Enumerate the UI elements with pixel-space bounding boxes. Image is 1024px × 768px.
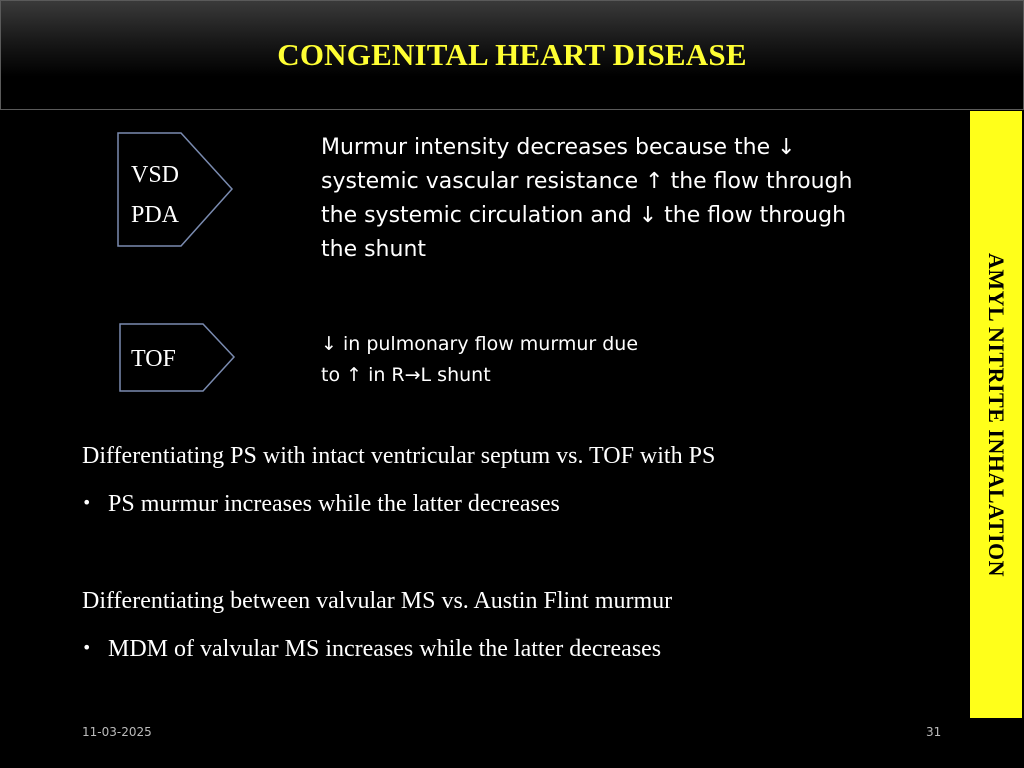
vsd-pda-description-line: the systemic circulation and ↓ the flow through bbox=[321, 203, 847, 228]
tof-description-line: ↓ in pulmonary flow murmur due bbox=[321, 333, 639, 355]
side-banner-label: AMYL NITRITE INHALATION bbox=[984, 252, 1009, 577]
slide-title: CONGENITAL HEART DISEASE bbox=[277, 37, 747, 72]
bullet-icon: • bbox=[82, 493, 92, 512]
bullet-ps-murmur bbox=[82, 491, 560, 518]
slide-header bbox=[0, 0, 1024, 110]
footer-date: 11-03-2025 bbox=[82, 725, 152, 739]
slide-number: 31 bbox=[926, 725, 942, 739]
tof-label: TOF bbox=[131, 346, 176, 372]
vsd-pda-description-line: the shunt bbox=[321, 237, 427, 262]
tof-description-line: to ↑ in R→L shunt bbox=[321, 364, 491, 386]
bullet-text: MDM of valvular MS increases while the latter decreases bbox=[108, 636, 662, 662]
vsd-pda-description-line: systemic vascular resistance ↑ the flow through bbox=[321, 169, 853, 194]
bullet-mdm-valvular-ms bbox=[82, 636, 661, 663]
section-heading-ps-vs-tof: Differentiating PS with intact ventricular septum vs. TOF with PS bbox=[82, 443, 716, 469]
vsd-pda-description-line: Murmur intensity decreases because the ↓ bbox=[321, 135, 796, 160]
vsd-label: VSD bbox=[131, 162, 180, 188]
tof-pentagon-shape bbox=[119, 323, 237, 393]
tof-description bbox=[321, 329, 741, 391]
vsd-pda-pentagon-shape bbox=[117, 132, 235, 248]
section-heading-ms-vs-austin-flint: Differentiating between valvular MS vs. Austin Flint murmur bbox=[82, 588, 673, 614]
bullet-text: PS murmur increases while the latter decreases bbox=[108, 491, 560, 517]
side-banner bbox=[970, 111, 1022, 718]
vsd-pda-description bbox=[321, 131, 901, 267]
bullet-icon: • bbox=[82, 638, 92, 657]
pda-label: PDA bbox=[131, 202, 180, 228]
